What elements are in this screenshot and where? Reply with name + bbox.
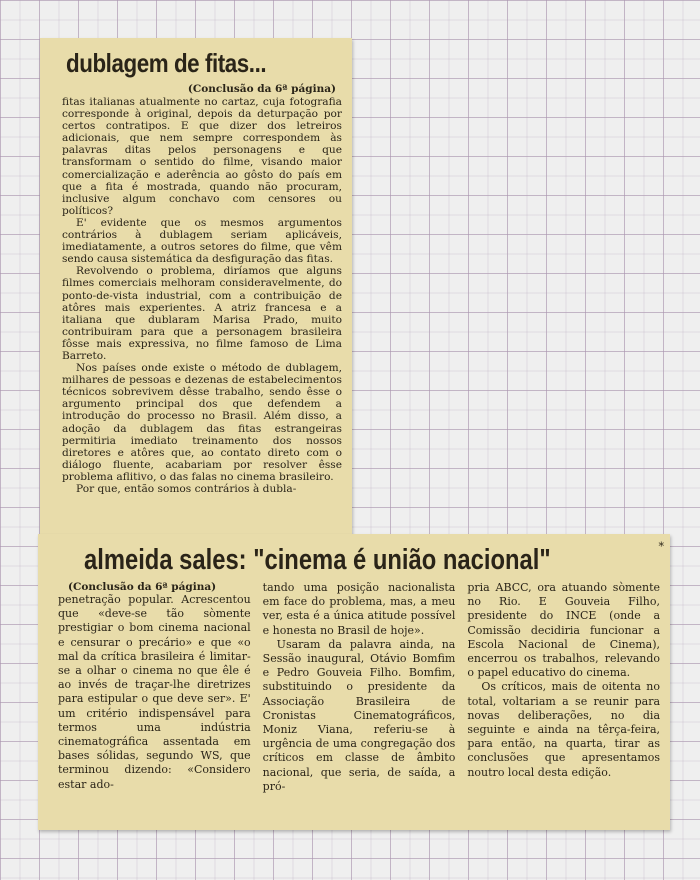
column-3-paragraph-2: Os críticos, mais de oitenta no total, voltariam a se reunir para novas deliberações, no dia seguinte e ainda na têrça-feira, para então, na quarta, tirar as conclusões que apresentamos noutro local desta edição. bbox=[467, 680, 661, 779]
column-2-paragraph-2: Usaram da palavra ainda, na Sessão inaugural, Otávio Bomfim e Pedro Gouveia Filho. Bomfim, substituindo o presidente da Associação Brasileira de Cronistas Cinematográficos, Moniz Viana, referiu-se à urgência de uma congregação dos críticos em classe de âmbito nacional, que seria, de saída, a pró- bbox=[262, 637, 456, 793]
column-3 bbox=[467, 581, 660, 794]
paragraph-4: Nos países onde existe o método de dublagem, milhares de pessoas e dezenas de estabelecimentos técnicos sobrevivem dêsse trabalho, sendo êsse o argumento principal dos que defendem a introdução do processo no Brasil. Além disso, a adoção da dublagem das fitas estrangeiras permitiria imediato treinamento dos nossos diretores e atôres que, ao contato direto com o diálogo fluente, acabariam por resolver êsse problema aflitivo, o das falas no cinema brasileiro. bbox=[62, 362, 342, 483]
column-2 bbox=[263, 581, 456, 794]
clipping-almeida-sales bbox=[38, 534, 670, 830]
continuation-note: (Conclusão da 6ª página) bbox=[187, 83, 336, 95]
clipping-dublagem bbox=[40, 38, 352, 538]
paragraph-3: Revolvendo o problema, diríamos que alguns filmes comerciais melhoram consideravelmente, do ponto-de-vista industrial, com a contribuição de atôres mais experientes. A atriz francesa e a italiana que dublaram Marisa Prado, muito contribuiram para que a personagem brasileira fôsse mais expressiva, no filme famoso de Lima Barreto. bbox=[62, 265, 342, 362]
star-mark: * bbox=[658, 540, 664, 553]
column-2-paragraph-1: tando uma posição nacionalista em face do problema, mas, a meu ver, esta é a única atitude possível e honesta no Brasil de hoje». bbox=[262, 581, 456, 637]
paragraph-5: Por que, então somos contrários à dubla- bbox=[76, 483, 297, 495]
column-3-paragraph-1: pria ABCC, ora atuando sòmente no Rio. E Gouveia Filho, presidente do INCE (onde a Comissão decidiria funcionar a Escola Nacional de Cinema), encerrou os trabalhos, relevando o papel educativo do cinema. bbox=[467, 581, 661, 680]
continuation-note-bottom: (Conclusão da 6ª página) bbox=[68, 581, 217, 593]
column-1-paragraph-1: penetração popular. Acrescentou que «deve-se tão sòmente prestigiar o bom cinema nacional e censurar o precário» e que «o mal da crítica brasileira é limitar-se a olhar o cinema no que êle é ao invés de traçar-lhe diretrizes para estipular o que deve ser». E' um critério indispensável para termos uma indústria cinematográfica assentada em bases sólidas, segundo WS, que terminou dizendo: «Considero estar ado- bbox=[58, 593, 251, 791]
paragraph-1: fitas italianas atualmente no cartaz, cuja fotografia corresponde à original, depois da deturpação por certos contratipos. E que dizer dos letreiros adicionais, que nem sempre correspondem às palavras ditas pelos personagens e que transformam o sentido do filme, visando maior comercialização e aderência ao gôsto do país em que a fita é mostrada, quando não procuram, inclusive algum conchavo com censores ou políticos? bbox=[62, 96, 342, 217]
column-1 bbox=[58, 581, 251, 794]
paragraph-2: E' evidente que os mesmos argumentos contrários à dublagem seriam aplicáveis, imediatamente, a outros setores do filme, que vêm sendo causa sistemática da desfiguração das fitas. bbox=[62, 216, 342, 266]
headline-dublagem: dublagem de fitas... bbox=[66, 48, 267, 78]
article-columns bbox=[38, 581, 670, 794]
headline-almeida-sales: almeida sales: "cinema é união nacional" bbox=[84, 544, 551, 576]
